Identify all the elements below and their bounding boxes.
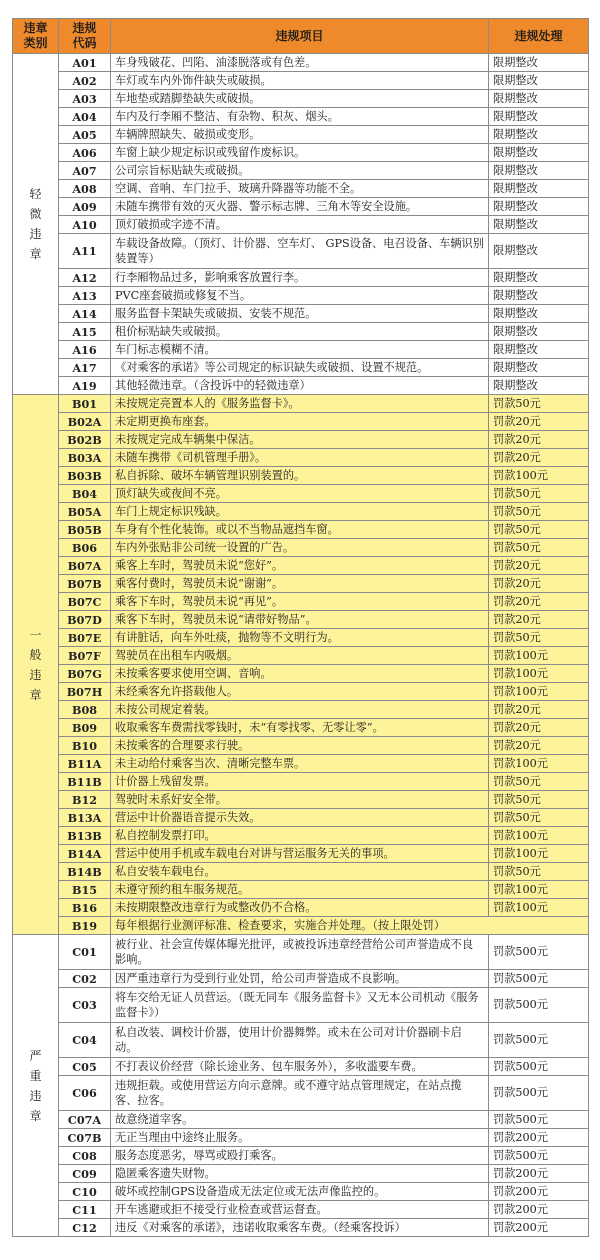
- table-row: [13, 917, 589, 935]
- violation-penalty: 罚款200元: [489, 1183, 589, 1201]
- table-row: [13, 144, 589, 162]
- violation-code: C09: [59, 1165, 111, 1183]
- violation-item: 私自改装、调校计价器，使用计价器舞弊。或未在公司对计价器刷卡启动。: [111, 1023, 489, 1058]
- table-row: [13, 413, 589, 431]
- table-row: [13, 827, 589, 845]
- violation-item: 顶灯破损或字迹不清。: [111, 216, 489, 234]
- violation-item: 乘客下车时，驾驶员未说“请带好物品”。: [111, 611, 489, 629]
- violation-code: C07B: [59, 1129, 111, 1147]
- table-row: [13, 1076, 589, 1111]
- violation-penalty: 罚款20元: [489, 413, 589, 431]
- header-code: 违规 代码: [59, 19, 111, 54]
- table-row: [13, 1219, 589, 1237]
- violation-item: 收取乘客车费需找零钱时，未“有零找零、无零让零”。: [111, 719, 489, 737]
- violation-code: A02: [59, 72, 111, 90]
- violation-item: 服务态度恶劣，辱骂或殴打乘客。: [111, 1147, 489, 1165]
- violation-penalty: 限期整改: [489, 269, 589, 287]
- violation-item: 营运中使用手机或车载电台对讲与营运服务无关的事项。: [111, 845, 489, 863]
- violation-code: A15: [59, 323, 111, 341]
- violation-penalty: 限期整改: [489, 216, 589, 234]
- violation-item-merged: 每年根据行业测评标准、检查要求，实施合并处理。（按上限处罚）: [111, 917, 589, 935]
- table-row: [13, 198, 589, 216]
- table-row: [13, 90, 589, 108]
- table-row: [13, 575, 589, 593]
- violation-code: B13A: [59, 809, 111, 827]
- violation-code: B11A: [59, 755, 111, 773]
- violation-penalty: 罚款20元: [489, 449, 589, 467]
- violation-code: A14: [59, 305, 111, 323]
- violation-code: C05: [59, 1058, 111, 1076]
- violation-penalty: 限期整改: [489, 341, 589, 359]
- violation-code: A13: [59, 287, 111, 305]
- violation-penalty: 罚款50元: [489, 629, 589, 647]
- violation-code: B04: [59, 485, 111, 503]
- table-row: [13, 683, 589, 701]
- violation-item: 未主动给付乘客当次、清晰完整车票。: [111, 755, 489, 773]
- violation-code: A19: [59, 377, 111, 395]
- violation-code: B01: [59, 395, 111, 413]
- violation-penalty: 罚款50元: [489, 809, 589, 827]
- violation-penalty: 罚款20元: [489, 719, 589, 737]
- violation-item: 租价标贴缺失或破损。: [111, 323, 489, 341]
- header-category: 违章 类别: [13, 19, 59, 54]
- violation-code: A17: [59, 359, 111, 377]
- violation-code: A16: [59, 341, 111, 359]
- violation-code: A12: [59, 269, 111, 287]
- table-row: [13, 1201, 589, 1219]
- table-row: [13, 737, 589, 755]
- table-row: [13, 899, 589, 917]
- violation-penalty: 罚款100元: [489, 647, 589, 665]
- violation-item: 未按规定完成车辆集中保洁。: [111, 431, 489, 449]
- violation-item: 被行业、社会宣传媒体曝光批评，或被投诉违章经营给公司声誉造成不良影响。: [111, 935, 489, 970]
- violation-code: B19: [59, 917, 111, 935]
- violation-code: B12: [59, 791, 111, 809]
- violation-penalty: 罚款100元: [489, 881, 589, 899]
- violation-code: B02B: [59, 431, 111, 449]
- violation-penalty: 罚款500元: [489, 1147, 589, 1165]
- violation-penalty: 罚款100元: [489, 683, 589, 701]
- violation-code: C07A: [59, 1111, 111, 1129]
- table-row: [13, 72, 589, 90]
- violation-penalty: 限期整改: [489, 108, 589, 126]
- violation-code: A07: [59, 162, 111, 180]
- violation-penalty: 限期整改: [489, 126, 589, 144]
- violation-penalty: 罚款500元: [489, 935, 589, 970]
- table-row: [13, 647, 589, 665]
- violation-item: 车地垫或踏脚垫缺失或破损。: [111, 90, 489, 108]
- violation-penalty: 罚款50元: [489, 773, 589, 791]
- violation-code: A10: [59, 216, 111, 234]
- violation-penalty: 限期整改: [489, 72, 589, 90]
- violation-item: 驾驶员在出租车内吸烟。: [111, 647, 489, 665]
- violation-item: 车门标志模糊不清。: [111, 341, 489, 359]
- violation-penalty: 限期整改: [489, 198, 589, 216]
- table-row: [13, 467, 589, 485]
- table-row: [13, 773, 589, 791]
- violation-item: 乘客上车时，驾驶员未说“您好”。: [111, 557, 489, 575]
- violation-penalty: 罚款500元: [489, 988, 589, 1023]
- violation-penalty: 罚款100元: [489, 665, 589, 683]
- violation-item: 违反《对乘客的承诺》，违诺收取乘客车费。（经乘客投诉）: [111, 1219, 489, 1237]
- violation-item: 未定期更换布座套。: [111, 413, 489, 431]
- violation-code: B07B: [59, 575, 111, 593]
- violation-item: 车载设备故障。（顶灯、计价器、空车灯、 GPS设备、电召设备、车辆识别装置等）: [111, 234, 489, 269]
- violation-code: C11: [59, 1201, 111, 1219]
- violation-penalty: 罚款500元: [489, 970, 589, 988]
- table-row: [13, 108, 589, 126]
- table-row: [13, 1129, 589, 1147]
- violation-item: 私自拆除、破坏车辆管理识别装置的。: [111, 467, 489, 485]
- violation-code: C04: [59, 1023, 111, 1058]
- violation-item: 违规拒载。或使用营运方向示意牌。或不遵守站点管理规定，在站点揽客、拉客。: [111, 1076, 489, 1111]
- violation-code: A04: [59, 108, 111, 126]
- table-row: [13, 755, 589, 773]
- table-row: [13, 791, 589, 809]
- violation-item: PVC座套破损或修复不当。: [111, 287, 489, 305]
- violation-penalty: 罚款50元: [489, 521, 589, 539]
- violation-penalty: 罚款100元: [489, 467, 589, 485]
- table-row: [13, 701, 589, 719]
- violation-item: 未按规定亮置本人的《服务监督卡》。: [111, 395, 489, 413]
- table-row: [13, 126, 589, 144]
- violation-code: A05: [59, 126, 111, 144]
- violation-penalty: 罚款500元: [489, 1058, 589, 1076]
- violation-table: [12, 18, 589, 1237]
- violation-item: 公司宗旨标贴缺失或破损。: [111, 162, 489, 180]
- violation-code: B13B: [59, 827, 111, 845]
- violation-code: C03: [59, 988, 111, 1023]
- violation-penalty: 限期整改: [489, 180, 589, 198]
- violation-code: B07F: [59, 647, 111, 665]
- table-row: [13, 287, 589, 305]
- violation-item: 车身残破花、凹陷、油漆脱落或有色差。: [111, 54, 489, 72]
- table-row: [13, 629, 589, 647]
- category-label-general: 一 般 违 章: [13, 395, 59, 935]
- violation-code: B15: [59, 881, 111, 899]
- table-row: [13, 1165, 589, 1183]
- violation-code: B07H: [59, 683, 111, 701]
- violation-item: 因严重违章行为受到行业处罚，给公司声誉造成不良影响。: [111, 970, 489, 988]
- violation-item: 顶灯缺失或夜间不亮。: [111, 485, 489, 503]
- violation-item: 乘客付费时，驾驶员未说“谢谢”。: [111, 575, 489, 593]
- violation-item: 未按乘客的合理要求行驶。: [111, 737, 489, 755]
- violation-penalty: 限期整改: [489, 359, 589, 377]
- violation-code: B09: [59, 719, 111, 737]
- violation-code: C06: [59, 1076, 111, 1111]
- violation-table-container: [12, 18, 588, 1237]
- violation-item: 车门上规定标识残缺。: [111, 503, 489, 521]
- violation-code: B07A: [59, 557, 111, 575]
- violation-code: A11: [59, 234, 111, 269]
- violation-item: 未遵守预约租车服务规范。: [111, 881, 489, 899]
- violation-penalty: 罚款20元: [489, 737, 589, 755]
- violation-penalty: 罚款100元: [489, 899, 589, 917]
- violation-penalty: 罚款20元: [489, 611, 589, 629]
- table-row: [13, 431, 589, 449]
- violation-code: C01: [59, 935, 111, 970]
- table-row: [13, 521, 589, 539]
- table-row: [13, 935, 589, 970]
- violation-item: 车内外张贴非公司统一设置的广告。: [111, 539, 489, 557]
- violation-item: 将车交给无证人员营运。（既无同车《服务监督卡》又无本公司机动《服务监督卡》）: [111, 988, 489, 1023]
- violation-code: A03: [59, 90, 111, 108]
- violation-item: 未随车携带《司机管理手册》。: [111, 449, 489, 467]
- violation-item: 有讲脏话，向车外吐痰，抛物等不文明行为。: [111, 629, 489, 647]
- table-row: [13, 665, 589, 683]
- violation-penalty: 限期整改: [489, 234, 589, 269]
- table-row: [13, 539, 589, 557]
- violation-code: B07C: [59, 593, 111, 611]
- header-item: 违规项目: [111, 19, 489, 54]
- violation-item: 驾驶时未系好安全带。: [111, 791, 489, 809]
- violation-code: B11B: [59, 773, 111, 791]
- table-row: [13, 1058, 589, 1076]
- table-row: [13, 485, 589, 503]
- violation-penalty: 限期整改: [489, 305, 589, 323]
- violation-code: B14B: [59, 863, 111, 881]
- violation-item: 《对乘客的承诺》等公司规定的标识缺失或破损、设置不规范。: [111, 359, 489, 377]
- violation-item: 未经乘客允许搭载他人。: [111, 683, 489, 701]
- violation-item: 私自控制发票打印。: [111, 827, 489, 845]
- violation-item: 开车逃避或拒不接受行业检查或营运督查。: [111, 1201, 489, 1219]
- table-row: [13, 180, 589, 198]
- violation-item: 服务监督卡架缺失或破损、安装不规范。: [111, 305, 489, 323]
- violation-penalty: 罚款500元: [489, 1111, 589, 1129]
- violation-penalty: 罚款20元: [489, 593, 589, 611]
- violation-penalty: 限期整改: [489, 90, 589, 108]
- violation-penalty: 限期整改: [489, 144, 589, 162]
- violation-item: 隐匿乘客遗失财物。: [111, 1165, 489, 1183]
- violation-code: C12: [59, 1219, 111, 1237]
- table-row: [13, 377, 589, 395]
- violation-code: C08: [59, 1147, 111, 1165]
- table-row: [13, 809, 589, 827]
- table-body: [13, 54, 589, 1237]
- violation-code: B05B: [59, 521, 111, 539]
- violation-item: 空调、音响、车门拉手、玻璃升降器等功能不全。: [111, 180, 489, 198]
- violation-code: B16: [59, 899, 111, 917]
- table-row: [13, 305, 589, 323]
- table-row: [13, 988, 589, 1023]
- table-row: [13, 234, 589, 269]
- violation-item: 车窗上缺少规定标识或残留作废标识。: [111, 144, 489, 162]
- violation-penalty: 罚款50元: [489, 395, 589, 413]
- table-row: [13, 449, 589, 467]
- violation-code: B07E: [59, 629, 111, 647]
- violation-code: C02: [59, 970, 111, 988]
- violation-penalty: 限期整改: [489, 54, 589, 72]
- violation-code: B14A: [59, 845, 111, 863]
- violation-item: 车灯或车内外饰件缺失或破损。: [111, 72, 489, 90]
- table-row: [13, 341, 589, 359]
- violation-penalty: 罚款20元: [489, 575, 589, 593]
- violation-item: 未按乘客要求使用空调、音响。: [111, 665, 489, 683]
- violation-code: A08: [59, 180, 111, 198]
- violation-item: 无正当理由中途终止服务。: [111, 1129, 489, 1147]
- violation-item: 未随车携带有效的灭火器、警示标志牌、三角木等安全设施。: [111, 198, 489, 216]
- table-row: [13, 54, 589, 72]
- header-penalty: 违规处理: [489, 19, 589, 54]
- violation-item: 不打表议价经营（除长途业务、包车服务外），多收滥要车费。: [111, 1058, 489, 1076]
- violation-code: B03A: [59, 449, 111, 467]
- violation-item: 乘客下车时，驾驶员未说“再见”。: [111, 593, 489, 611]
- violation-penalty: 罚款200元: [489, 1129, 589, 1147]
- violation-penalty: 罚款50元: [489, 539, 589, 557]
- violation-item: 私自安装车载电台。: [111, 863, 489, 881]
- table-row: [13, 881, 589, 899]
- violation-penalty: 罚款200元: [489, 1201, 589, 1219]
- violation-penalty: 罚款20元: [489, 431, 589, 449]
- violation-code: B10: [59, 737, 111, 755]
- violation-penalty: 罚款50元: [489, 863, 589, 881]
- table-row: [13, 1183, 589, 1201]
- table-row: [13, 719, 589, 737]
- violation-penalty: 限期整改: [489, 323, 589, 341]
- violation-item: 营运中计价器语音提示失效。: [111, 809, 489, 827]
- table-row: [13, 395, 589, 413]
- violation-penalty: 罚款20元: [489, 701, 589, 719]
- category-label-serious: 严 重 违 章: [13, 935, 59, 1237]
- violation-code: B05A: [59, 503, 111, 521]
- violation-item: 破坏或控制GPS设备造成无法定位或无法声像监控的。: [111, 1183, 489, 1201]
- table-row: [13, 845, 589, 863]
- violation-code: A06: [59, 144, 111, 162]
- violation-code: C10: [59, 1183, 111, 1201]
- table-row: [13, 162, 589, 180]
- violation-penalty: 罚款100元: [489, 755, 589, 773]
- violation-item: 未按期限整改违章行为或整改仍不合格。: [111, 899, 489, 917]
- category-label-light: 轻 微 违 章: [13, 54, 59, 395]
- violation-item: 故意绕道宰客。: [111, 1111, 489, 1129]
- violation-item: 车内及行李厢不整洁、有杂物、积灰、烟头。: [111, 108, 489, 126]
- violation-penalty: 罚款50元: [489, 791, 589, 809]
- table-row: [13, 1111, 589, 1129]
- table-row: [13, 216, 589, 234]
- violation-code: B02A: [59, 413, 111, 431]
- violation-penalty: 罚款200元: [489, 1219, 589, 1237]
- violation-penalty: 罚款500元: [489, 1023, 589, 1058]
- violation-code: B07G: [59, 665, 111, 683]
- table-row: [13, 611, 589, 629]
- violation-code: B08: [59, 701, 111, 719]
- table-row: [13, 1023, 589, 1058]
- table-row: [13, 359, 589, 377]
- table-row: [13, 970, 589, 988]
- violation-penalty: 罚款50元: [489, 503, 589, 521]
- violation-item: 车身有个性化装饰。或以不当物品遮挡车窗。: [111, 521, 489, 539]
- violation-code: B07D: [59, 611, 111, 629]
- violation-item: 车辆牌照缺失、破损或变形。: [111, 126, 489, 144]
- violation-code: B03B: [59, 467, 111, 485]
- violation-item: 未按公司规定着装。: [111, 701, 489, 719]
- violation-item: 行李厢物品过多，影响乘客放置行李。: [111, 269, 489, 287]
- table-row: [13, 269, 589, 287]
- table-row: [13, 593, 589, 611]
- violation-penalty: 罚款500元: [489, 1076, 589, 1111]
- violation-penalty: 罚款50元: [489, 485, 589, 503]
- violation-penalty: 罚款100元: [489, 845, 589, 863]
- violation-penalty: 限期整改: [489, 287, 589, 305]
- table-row: [13, 323, 589, 341]
- violation-item: 其他轻微违章。（含投诉中的轻微违章）: [111, 377, 489, 395]
- table-row: [13, 863, 589, 881]
- table-header-row: [13, 19, 589, 54]
- violation-item: 计价器上残留发票。: [111, 773, 489, 791]
- table-row: [13, 1147, 589, 1165]
- violation-code: A09: [59, 198, 111, 216]
- violation-penalty: 罚款200元: [489, 1165, 589, 1183]
- violation-penalty: 罚款20元: [489, 557, 589, 575]
- table-row: [13, 503, 589, 521]
- table-row: [13, 557, 589, 575]
- violation-penalty: 限期整改: [489, 162, 589, 180]
- violation-penalty: 限期整改: [489, 377, 589, 395]
- violation-code: A01: [59, 54, 111, 72]
- violation-penalty: 罚款100元: [489, 827, 589, 845]
- violation-code: B06: [59, 539, 111, 557]
